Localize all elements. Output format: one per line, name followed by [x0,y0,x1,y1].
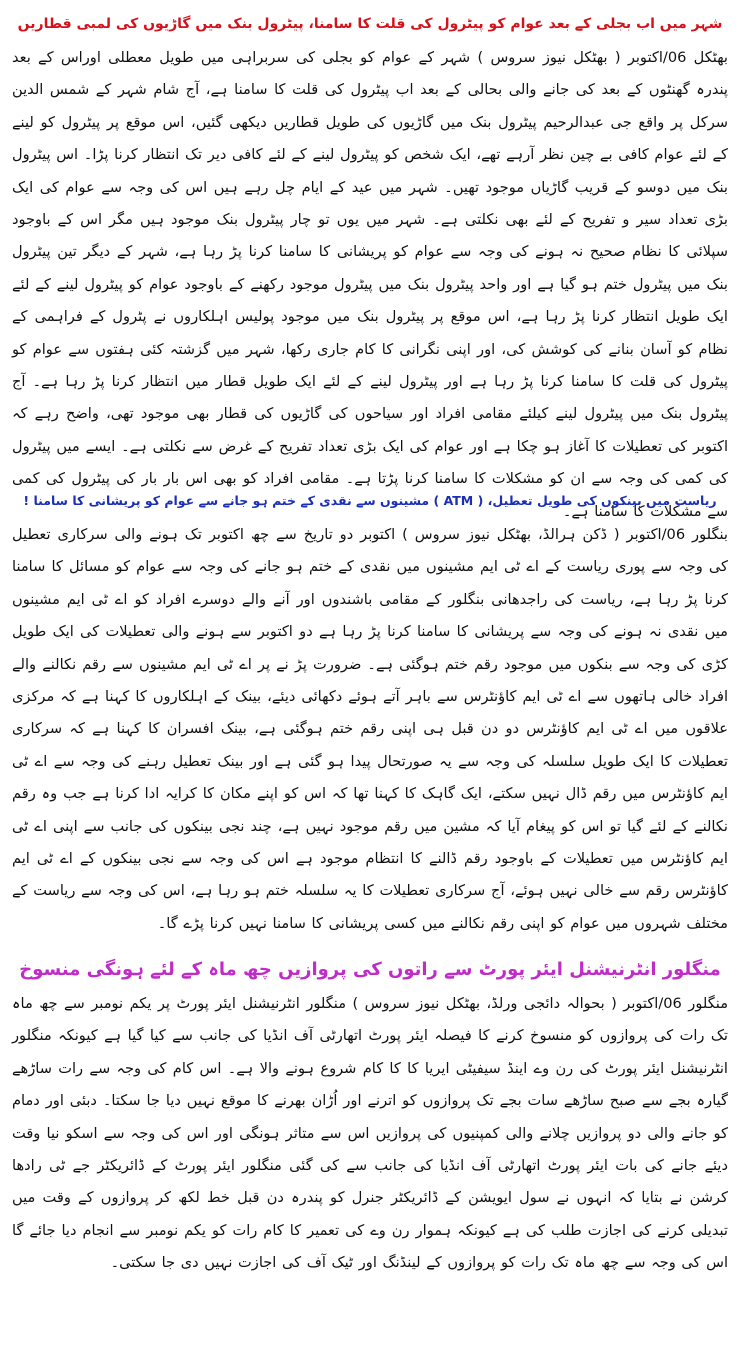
article-body: بنگلور 06/اکتوبر ( ڈکن ہرالڈ، بھٹکل نیوز سروس ) اکتوبر دو تاریخ سے چھ اکتوبر تک ہونے والی سرکاری تعطیل کی وجہ سے پوری ریاست کے اے ٹی ایم مشینوں میں نقدی کے ختم ہو جانے کی وجہ سے عوام کو مسائل کا سامنا کرنا پڑ رہا ہے، ریاست کی راجدھانی بنگلور کے مقامی باشندوں اور آنے والے دوسرے افراد کو اے ٹی ایم مشینوں میں نقدی نہ ہونے کی وجہ سے پریشانی کا سامنا کرنا پڑ رہا ہے دو اکتوبر سے ہونے والی تعطیلات کی ایک طویل کڑی کی وجہ سے بنکوں میں موجود رقم ختم ہوگئی ہے۔ ضرورت پڑ نے پر اے ٹی ایم مشینوں سے رقم نکالنے والے افراد خالی ہاتھوں سے اے ٹی ایم کاؤنٹرس سے باہر آتے ہوئے دکھائی دیئے، بینک کے اہلکاروں کا کہنا ہے کہ مرکزی علاقوں میں اے ٹی ایم کاؤنٹرس دو دن قبل ہی اپنی رقم ختم ہوگئی ہے، بینک افسران کا کہنا ہے کہ سرکاری تعطیلات کا ایک طویل سلسلہ کی وجہ سے یہ صورتحال پیدا ہو گئی ہے اور بینک تعطیل رہنے کی وجہ سے اے ٹی ایم کاؤنٹرس میں رقم ڈال نہیں سکتے، ایک گاہک کا کہنا تھا کہ اس کو اپنے مکان کا کرایہ ادا کرنا ہے جب وہ رقم نکالنے کے لئے گیا تو اس کو پیغام آیا کہ مشین میں رقم موجود نہیں ہے، چند نجی بینکوں کی جانب سے اپنی اے ٹی ایم کاؤنٹرس میں تعطیلات کے باوجود رقم ڈالنے کا انتظام موجود ہے اس کی وجہ سے نجی بینکوں کے اے ٹی ایم کاؤنٹرس رقم سے خالی نہیں ہوئے، آج سرکاری تعطیلات کا یہ سلسلہ ختم ہو رہا ہے، اس کی وجہ سے ریاست کے مختلف شہروں میں عوام کو اپنی رقم نکالنے میں کسی پریشانی کا سامنا نہیں کرنا پڑے گا۔ [12,526,728,932]
article-body: منگلور 06/اکتوبر ( بحوالہ دائجی ورلڈ، بھٹکل نیوز سروس ) منگلور انٹرنیشنل ایئر پورٹ پر یکم نومبر سے چھ ماہ تک رات کی پروازوں کو منسوخ کرنے کا فیصلہ ایئر پورٹ اتھارٹی آف انڈیا کی جانب سے کیا گیا ہے کیونکہ منگلور انٹرنیشنل ایئر پورٹ کی رن وے اینڈ سیفیٹی ایریا کا کا کام شروع ہونے والا ہے۔ اس کام کی وجہ سے رات ساڑھے گیارہ بجے سے صبح ساڑھے سات بجے تک پروازوں کو اترنے اور اُڑان بھرنے کا موقع نہیں دیا جا سکتا۔ دبئی اور دمام کو جانے والی دو پروازیں چلانے والی کمپنیوں کی پروازیں اس سے متاثر ہونگی اور اس کی وجہ سے اسکو نیا وقت دیئے جانے کی بات ایئر پورٹ اتھارٹی آف انڈیا کی جانب سے کی گئی منگلور ایئر پورٹ کے ڈائریکٹر جے ٹی رادھا کرشن نے بتایا کہ انہوں نے سول ایویشن کے ڈائریکٹر جنرل کو پندرہ دن قبل خط لکھ کر پروازوں کے وقت میں تبدیلی کرنے کی اجازت طلب کی ہے کیونکہ ہموار رن وے کی تعمیر کا کام رات کو یکم نومبر سے انجام دیا جائے گا اس کی وجہ سے چھ ماہ تک رات کو پروازوں کے لینڈنگ اور ٹیک آف کی اجازت نہیں دی جا سکتی۔ [12,995,729,1272]
article-headline: شہر میں اب بجلی کے بعد عوام کو پیٹرول کی قلت کا سامنا، پیٹرول بنک میں گاڑیوں کی لمبی قطاریں [17,16,723,32]
article-body: بھٹکل 06/اکتوبر ( بھٹکل نیوز سروس ) شہر کے عوام کو بجلی کی سربراہی میں طویل معطلی اوراس کے بعد پندرہ گھنٹوں کے بعد کی جانے والی بحالی کے بعد اب پیٹرول کی قلت کا سامنا ہے، آج شام شہر کے شمس الدین سرکل پر واقع جی عبدالرحیم پیٹرول بنک میں گاڑیوں کی طویل قطاریں دیکھی گئیں، اس موقع پر پیٹرول کو لینے کے لئے عوام کافی بے چین نظر آرہے تھے، ایک شخص کو پیٹرول لینے کے لئے کافی دیر تک انتظار کرنا پڑا۔ اس پیٹرول بنک میں دوسو کے قریب گاڑیاں موجود تھیں۔ شہر میں عید کے ایام چل رہے ہیں اس کی وجہ سے عوام کی ایک بڑی تعداد سیر و تفریح کے لئے بھی نکلتی ہے۔ شہر میں یوں تو چار پیٹرول بنک موجود ہیں مگر اس کے باوجود سپلائی کا نظام صحیح نہ ہونے کی وجہ سے عوام کو پریشانی کا سامنا کرنا پڑ رہا ہے، شہر کے دیگر تین پیٹرول بنک میں پیٹرول ختم ہو گیا ہے اور واحد پیٹرول بنک میں پیٹرول موجود رکھنے کے باوجود عوام کو پیٹرول لینے کے لئے ایک طویل انتظار کرنا پڑ رہا ہے، اس موقع پر پیٹرول بنک میں موجود پولیس اہلکاروں نے پٹرول کے فراہمی کے نظام کو آسان بنانے کی کوشش کی، اور اپنی نگرانی کا کام جاری رکھا، شہر میں گزشتہ کئی ہفتوں سے عوام کو پیٹرول کی قلت کا سامنا کرنا پڑ رہا ہے اور پیٹرول لینے کے لئے ایک طویل قطار میں انتظار کرنا پڑ رہا ہے۔ آج پیٹرول بنک میں پیٹرول لینے کیلئے مقامی افراد اور سیاحوں کی گاڑیوں کی قطار بھی موجود تھی، واضح رہے کہ اکتوبر کی تعطیلات کا آغاز ہو چکا ہے اور عوام کی ایک بڑی تعداد تفریح کے غرض سے نکلتی ہے۔ ایسے میں پیٹرول کی کمی کی وجہ سے ان کو مشکلات کا سامنا کرنا پڑتا ہے۔ مقامی افراد کو بھی اس بار بار کی پیٹرول کی کمی سے مشکلات کا سامنا ہے۔ [12,49,728,520]
article-atm-cash-shortage [12,479,728,944]
article-headline: ریاست میں بینکوں کی طویل تعطیل، ( ATM ) مشینوں سے نقدی کے ختم ہو جانے سے عوام کو پریشانی کا سامنا ! [23,493,717,508]
article-headline: منگلور انٹرنیشنل ایئر پورٹ سے راتوں کی پروازیں چھ ماہ کے لئے ہونگی منسوخ [19,959,721,980]
article-airport-night-flights [12,948,728,1323]
